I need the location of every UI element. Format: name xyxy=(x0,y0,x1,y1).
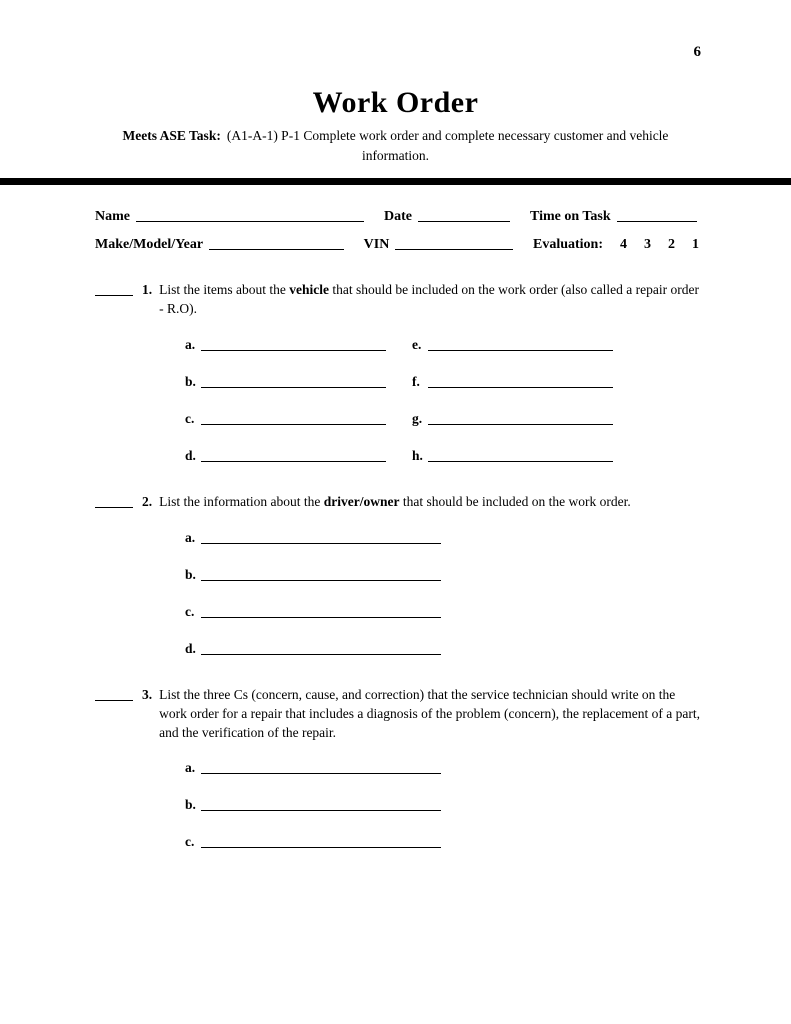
question-3-text xyxy=(159,686,703,743)
ase-task-text: (A1-A-1) P-1 Complete work order and complete necessary customer and vehicle information. xyxy=(226,128,669,163)
answer-blank-line-c xyxy=(201,617,441,618)
answer-blank-line-b xyxy=(201,580,441,581)
name-blank-line xyxy=(136,221,364,222)
field-row-2 xyxy=(95,237,699,253)
answer-row xyxy=(185,833,703,855)
question-3 xyxy=(95,686,703,743)
ase-task-label: Meets ASE Task: xyxy=(122,128,221,143)
answer-blank-line-f xyxy=(428,387,613,388)
question-1-score-blank-line xyxy=(95,281,133,296)
question-2-answer-blanks xyxy=(185,529,703,662)
answer-row xyxy=(185,796,703,818)
question-1-text-bold: vehicle xyxy=(289,282,329,298)
question-2-text xyxy=(159,493,703,512)
answer-blank-line-a xyxy=(201,543,441,544)
answer-blank-line-h xyxy=(428,461,613,462)
time-on-task-blank-line xyxy=(617,221,697,222)
question-1-text-after: that should be included on the work order (also called a repair order - R.O). xyxy=(159,282,699,317)
answer-row xyxy=(185,410,703,432)
answer-row xyxy=(185,336,703,358)
make-model-year-label: Make/Model/Year xyxy=(95,237,204,253)
evaluation-value-2: 2 xyxy=(668,237,675,253)
date-blank-line xyxy=(418,221,510,222)
answer-blank-line-a xyxy=(201,773,441,774)
question-3-score-blank-line xyxy=(95,686,133,701)
answer-row xyxy=(185,566,703,588)
name-label: Name xyxy=(95,209,130,225)
questions-section xyxy=(95,281,703,855)
time-on-task-label: Time on Task xyxy=(530,209,611,225)
answer-row xyxy=(185,529,703,551)
vin-blank-line xyxy=(395,249,513,250)
answer-blank-label-c: c. xyxy=(185,834,195,850)
evaluation-value-1: 1 xyxy=(692,237,699,253)
answer-blank-label-b: b. xyxy=(185,797,196,813)
answer-blank-line-a xyxy=(201,350,386,351)
field-row-1 xyxy=(95,209,699,225)
page-number: 6 xyxy=(693,44,701,60)
answer-blank-label-c: c. xyxy=(185,410,195,426)
date-label: Date xyxy=(384,209,412,225)
answer-row xyxy=(185,759,703,781)
answer-blank-line-c xyxy=(201,424,386,425)
make-model-year-blank-line xyxy=(209,249,344,250)
question-2 xyxy=(95,493,703,512)
vin-label: VIN xyxy=(363,237,390,253)
answer-blank-label-g: g. xyxy=(412,410,423,426)
question-2-text-after: that should be included on the work order. xyxy=(399,493,631,509)
answer-row xyxy=(185,373,703,395)
answer-blank-line-e xyxy=(428,350,613,351)
answer-blank-label-d: d. xyxy=(185,640,196,656)
question-1 xyxy=(95,281,703,319)
question-1-text xyxy=(159,281,703,319)
answer-blank-label-a: a. xyxy=(185,336,196,352)
answer-blank-label-f: f. xyxy=(412,373,420,389)
answer-blank-line-d xyxy=(201,654,441,655)
page-title: Work Order xyxy=(312,86,479,119)
answer-blank-label-a: a. xyxy=(185,529,196,545)
answer-row xyxy=(185,640,703,662)
header-fields xyxy=(95,209,699,253)
ase-task-line xyxy=(96,126,696,165)
answer-blank-label-a: a. xyxy=(185,760,196,776)
question-2-text-bold: driver/owner xyxy=(323,493,400,509)
question-2-number: 2. xyxy=(142,493,153,509)
evaluation-value-3: 3 xyxy=(644,237,651,253)
question-1-text-before: List the items about the xyxy=(159,282,290,298)
answer-blank-label-b: b. xyxy=(185,566,196,582)
answer-blank-label-b: b. xyxy=(185,373,196,389)
question-1-answer-blanks xyxy=(185,336,703,469)
evaluation-value-4: 4 xyxy=(620,237,627,253)
divider-rule xyxy=(0,178,791,185)
question-1-number: 1. xyxy=(142,282,153,298)
question-3-number: 3. xyxy=(142,686,153,702)
answer-blank-label-d: d. xyxy=(185,447,196,463)
answer-row xyxy=(185,447,703,469)
question-3-text-before: List the three Cs (concern, cause, and correction) that the service technician should write on the work order for a repair that includes a diagnosis of the problem (concern), the replacement of a part, and the verification of the repair. xyxy=(159,686,701,740)
answer-blank-line-b xyxy=(201,810,441,811)
answer-blank-label-e: e. xyxy=(412,336,422,352)
answer-row xyxy=(185,603,703,625)
answer-blank-line-g xyxy=(428,424,613,425)
question-3-answer-blanks xyxy=(185,759,703,855)
question-2-text-before: List the information about the xyxy=(159,493,324,509)
evaluation-label: Evaluation: xyxy=(532,237,603,253)
answer-blank-label-h: h. xyxy=(412,447,423,463)
question-2-score-blank-line xyxy=(95,493,133,508)
answer-blank-label-c: c. xyxy=(185,603,195,619)
answer-blank-line-b xyxy=(201,387,386,388)
answer-blank-line-c xyxy=(201,847,441,848)
answer-blank-line-d xyxy=(201,461,386,462)
